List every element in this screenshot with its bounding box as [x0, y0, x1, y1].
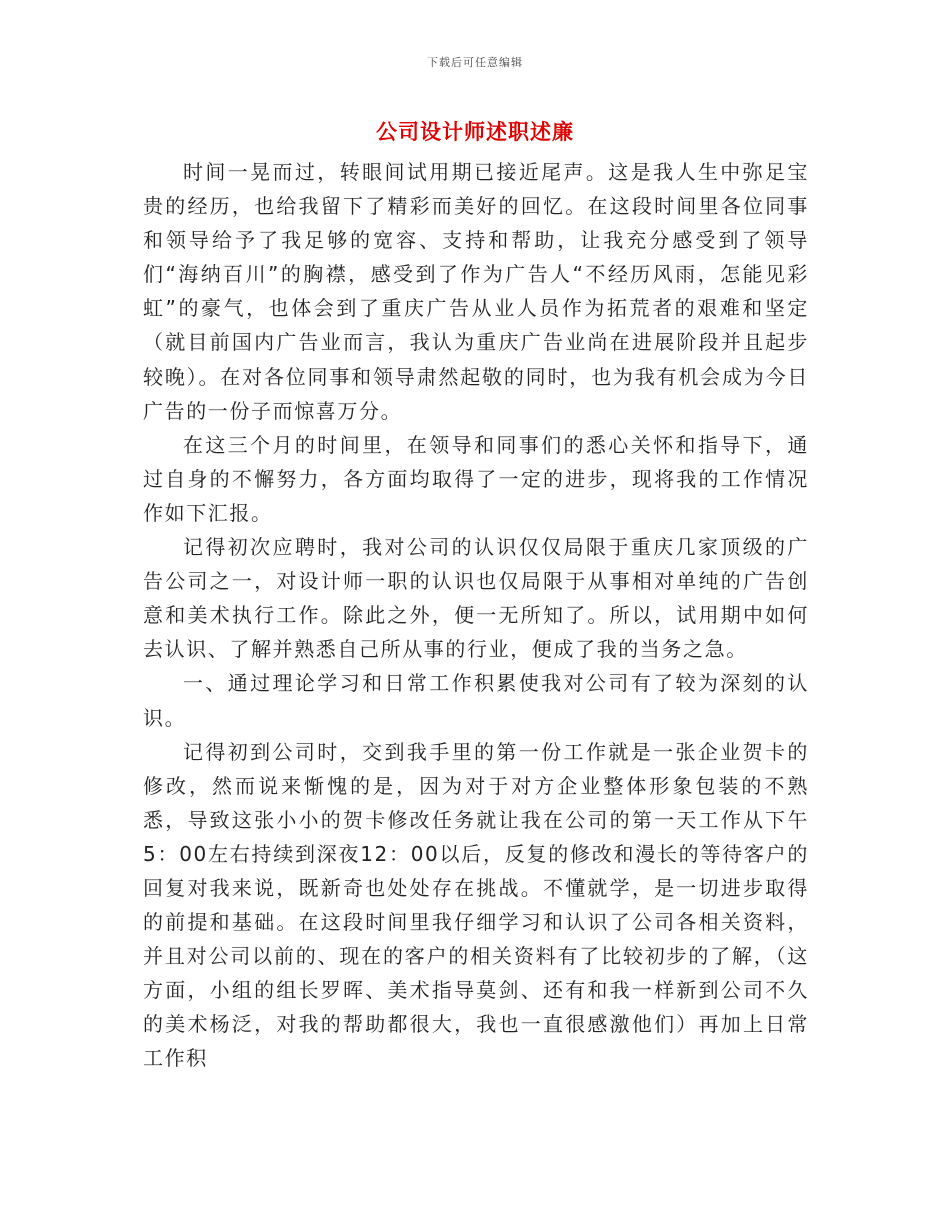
page-header-note: 下载后可任意编辑 — [427, 56, 523, 69]
paragraph-4: 一、通过理论学习和日常工作积累使我对公司有了较为深刻的认识。 — [143, 671, 809, 730]
paragraph-2: 在这三个月的时间里，在领导和同事们的悉心关怀和指导下，通过自身的不懈努力，各方面均取得了一定的进步，现将我的工作情况作如下汇报。 — [143, 432, 809, 525]
paragraph-5: 记得初到公司时，交到我手里的第一份工作就是一张企业贺卡的修改，然而说来惭愧的是，因为对于对方企业整体形象包装的不熟悉，导致这张小小的贺卡修改任务就让我在公司的第一天工作从下午5：00左右持续到深夜12：00以后，反复的修改和漫长的等待客户的回复对我来说，既新奇也处处存在挑战。不懂就学，是一切进步取得的前提和基础。在这段时间里我仔细学习和认识了公司各相关资料，并且对公司以前的、现在的客户的相关资料有了比较初步的了解，（这方面，小组的组长罗晖、美术指导莫剑、还有和我一样新到公司不久的美术杨泛，对我的帮助都很大，我也一直很感激他们）再加上日常工作积 — [143, 739, 809, 1071]
paragraph-1: 时间一晃而过，转眼间试用期已接近尾声。这是我人生中弥足宝贵的经历，也给我留下了精彩而美好的回忆。在这段时间里各位同事和领导给予了我足够的宽容、支持和帮助，让我充分感受到了领导们“海纳百川”的胸襟，感受到了作为广告人“不经历风雨，怎能见彩虹”的豪气，也体会到了重庆广告从业人员作为拓荒者的艰难和坚定（就目前国内广告业而言，我认为重庆广告业尚在进展阶段并且起步较晚）。在对各位同事和领导肃然起敬的同时，也为我有机会成为今日广告的一份子而惊喜万分。 — [143, 160, 809, 423]
document-body — [143, 155, 809, 1076]
paragraph-3: 记得初次应聘时，我对公司的认识仅仅局限于重庆几家顶级的广告公司之一，对设计师一职的认识也仅局限于从事相对单纯的广告创意和美术执行工作。除此之外，便一无所知了。所以，试用期中如何去认识、了解并熟悉自己所从事的行业，便成了我的当务之急。 — [143, 535, 809, 662]
document-title: 公司设计师述职述廉 — [376, 120, 574, 144]
